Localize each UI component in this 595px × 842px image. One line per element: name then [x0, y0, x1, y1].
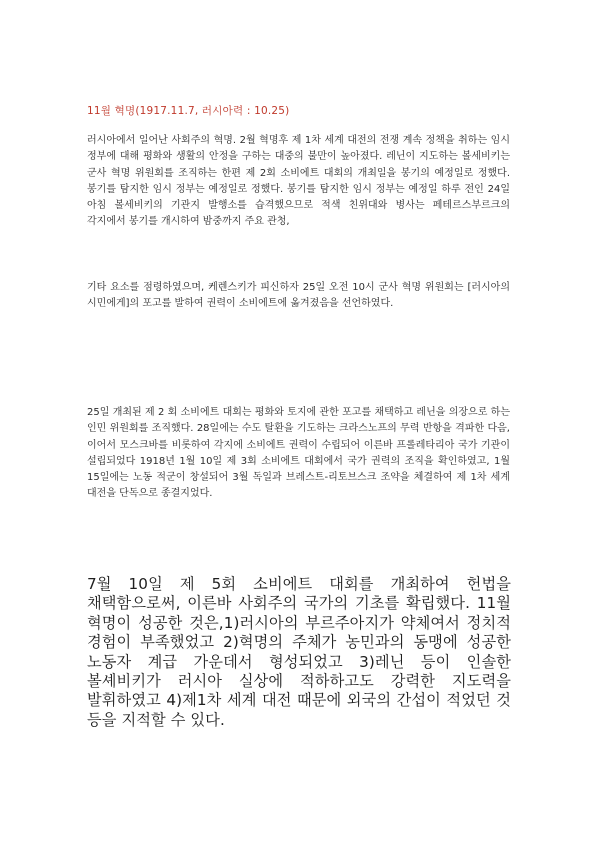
paragraph-2: 기타 요소를 점령하였으며, 케렌스키가 피신하자 25일 오전 10시 군사 혁명 위원회는 [러시아의 시민에게]의 포고를 발하여 권력이 소비에트에 옮겨졌음을 선언하였다.	[87, 282, 510, 310]
paragraph-1: 러시아에서 일어난 사회주의 혁명. 2월 혁명후 제 1차 세계 대전의 전쟁 계속 정책을 취하는 임시 정부에 대해 평화와 생활의 안정을 구하는 대중의 불만이 높아졌다. 레닌이 지도하는 볼세비키는 군사 혁명 위원회를 조직하는 한편 제 2회 소비에트 대회의 개최일을 봉기의 예정일로 정했다. 봉기를 탐지한 임시 정부는 예정일로 정했다. 봉기를 탐지한 임시 정부는 예정일 하루 전인 24일 아침 볼세비키의 기관지 발행소를 습격했으므로 적색 친위대와 병사는 페테르스부르크의 각지에서 봉기를 개시하여 밤중까지 주요 관청,	[87, 135, 510, 228]
paragraph-4: 7월 10일 제 5회 소비에트 대회를 개최하여 헌법을 채택함으로써, 이른바 사회주의 국가의 기초를 확립했다. 11월 혁명이 성공한 것은,1)러시아의 부르주아지가 약체여서 정치적 경험이 부족했었고 2)혁명의 주체가 농민과의 동맹에 성공한 노동자 계급 가운데서 형성되었고 3)레닌 등이 인솔한 볼셰비키가 러시아 실상에 적하하고도 강력한 지도력을 발휘하였고 4)제1차 세계 대전 때문에 외국의 간섭이 적었던 것 등을 지적할 수 있다.	[87, 575, 511, 729]
paragraph-3: 25일 개최된 제 2 회 소비에트 대회는 평화와 토지에 관한 포고를 채택하고 레닌을 의장으로 하는 인민 위원회를 조직했다. 28일에는 수도 탈환을 기도하는 크라스노프의 무력 반항을 격파한 다음, 이어서 모스크바를 비롯하여 각지에 소비에트 권력이 수립되어 이른바 프롤레타리아 국가 기관이 설립되었다 1918년 1월 10일 제 3회 소비에트 대회에서 국가 권력의 조직을 확인하였고, 1월 15일에는 노동 적군이 창설되어 3월 독일과 브레스트-리토브스크 조약을 체결하여 제 1차 세계 대전을 단독으로 종결지었다.	[87, 407, 510, 500]
section-heading: 11월 혁명(1917.11.7, 러시아력 : 10.25)	[87, 105, 290, 117]
